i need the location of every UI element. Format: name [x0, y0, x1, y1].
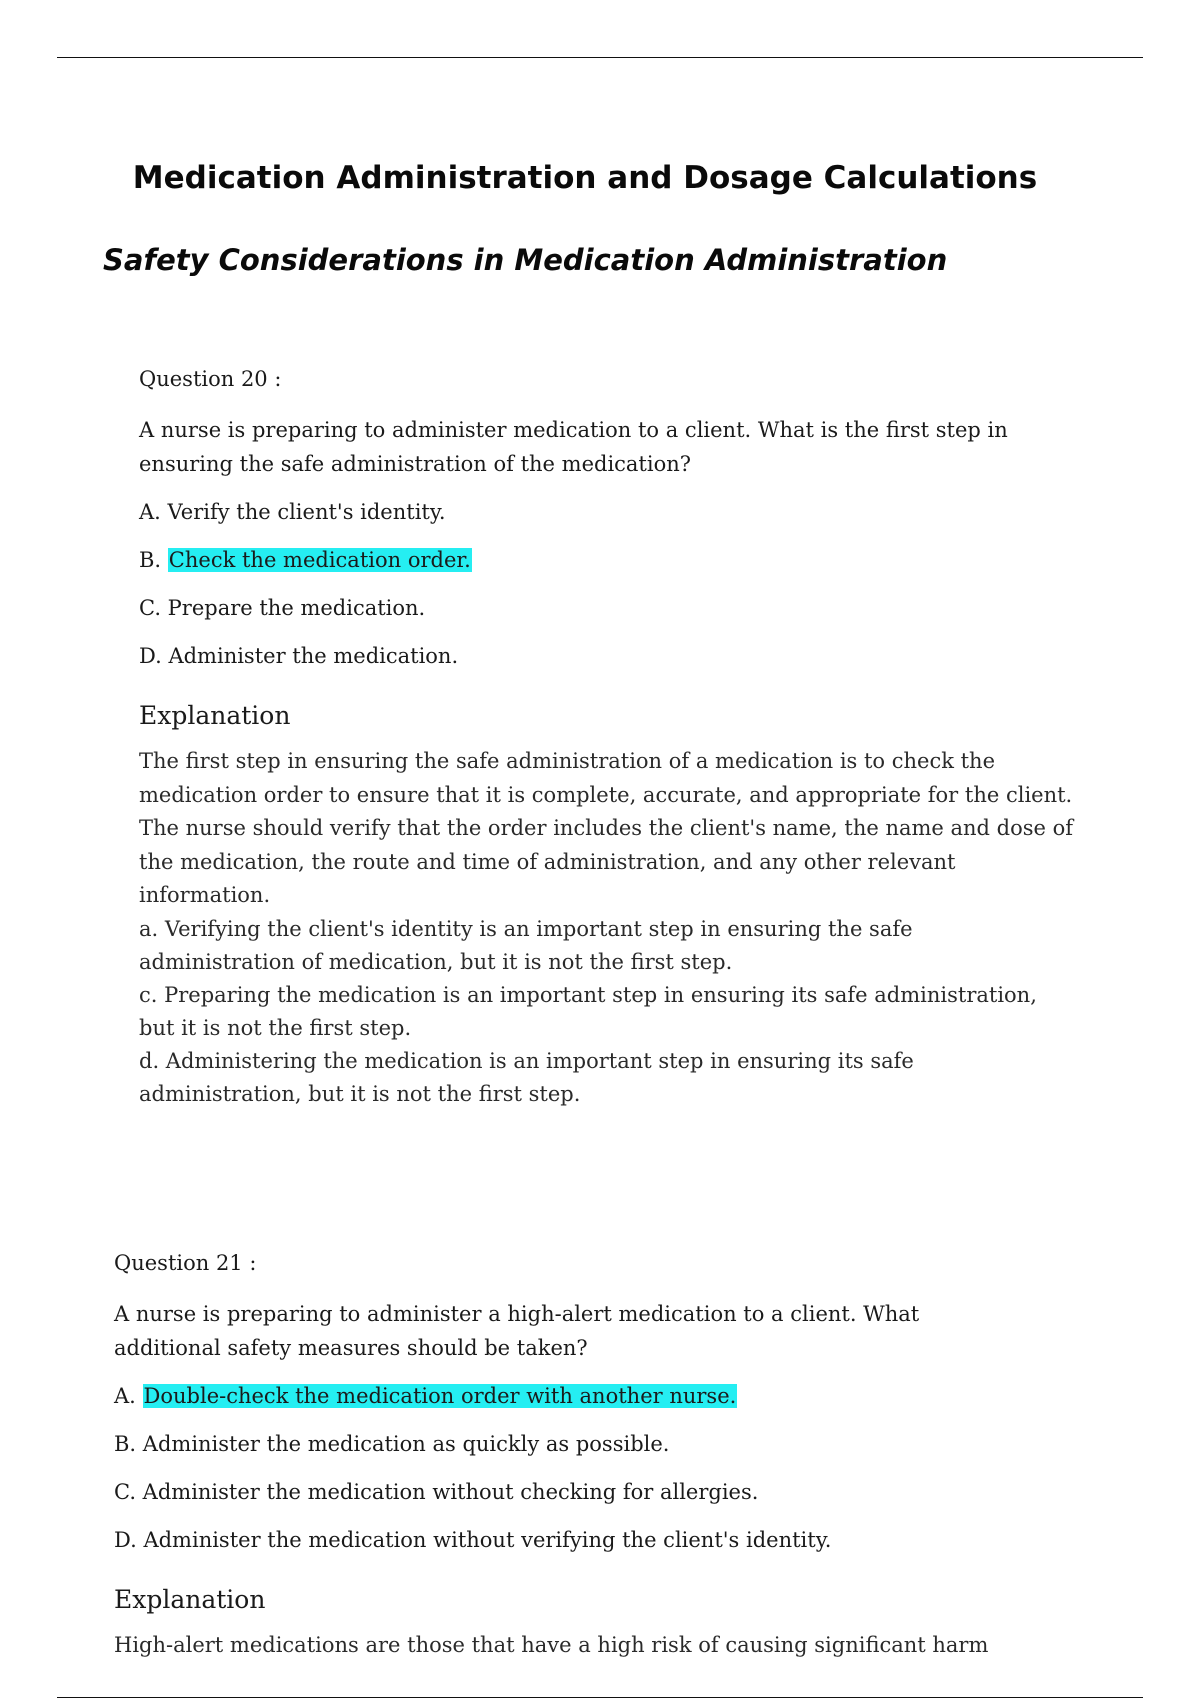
question-label: Question 21 : [114, 1251, 257, 1275]
option-letter: B. [114, 1432, 143, 1456]
option-text: Administer the medication without verifying the client's identity. [143, 1528, 832, 1552]
question-label: Question 20 : [139, 367, 282, 391]
option-letter: B. [139, 548, 168, 572]
explanation-heading: Explanation [139, 701, 291, 730]
option-b [114, 1427, 1054, 1461]
question-21 [114, 1246, 1054, 1663]
option-letter: C. [114, 1480, 143, 1504]
option-text: Prepare the medication. [167, 596, 426, 620]
explanation-item-a: a. Verifying the client's identity is an important step in ensuring the safe administration of medication, but it is not the first step. [139, 916, 913, 974]
explanation-text: High-alert medications are those that have a high risk of causing significant harm [114, 1633, 989, 1657]
bottom-rule [57, 1697, 1143, 1698]
option-a [139, 495, 1079, 529]
top-rule [57, 57, 1143, 58]
document-subtitle: Safety Considerations in Medication Administration [103, 243, 948, 277]
option-letter: A. [139, 500, 168, 524]
option-letter: A. [114, 1384, 143, 1408]
option-text: Administer the medication without checking for allergies. [142, 1480, 759, 1504]
option-c [139, 591, 1079, 625]
option-letter: C. [139, 596, 168, 620]
option-text-highlighted: Double-check the medication order with another nurse. [143, 1384, 737, 1408]
question-20 [139, 362, 1079, 1111]
option-b [139, 543, 1079, 577]
explanation-item-d: d. Administering the medication is an important step in ensuring its safe administration, but it is not the first step. [139, 1048, 914, 1106]
explanation-heading: Explanation [114, 1585, 266, 1614]
explanation-text: The first step in ensuring the safe administration of a medication is to check the medication order to ensure that it is complete, accurate, and appropriate for the client. The nurse should verify that the order includes the client's name, the name and dose of the medication, the route and time of administration, and any other relevant information. [139, 749, 1074, 908]
option-text: Verify the client's identity. [167, 500, 446, 524]
question-stem: A nurse is preparing to administer a high-alert medication to a client. What additional safety measures should be taken? [114, 1302, 920, 1360]
option-c [114, 1475, 1054, 1509]
option-text-highlighted: Check the medication order. [168, 548, 471, 572]
option-text: Administer the medication as quickly as possible. [142, 1432, 670, 1456]
document-title: Medication Administration and Dosage Calculations [132, 160, 1038, 196]
explanation-item-c: c. Preparing the medication is an important step in ensuring its safe administration, but it is not the first step. [139, 982, 1037, 1040]
option-a [114, 1379, 1054, 1413]
question-stem: A nurse is preparing to administer medication to a client. What is the first step in ensuring the safe administration of the medication? [139, 418, 1008, 476]
option-d [139, 639, 1079, 673]
option-text: Administer the medication. [168, 644, 459, 668]
option-letter: D. [114, 1528, 144, 1552]
option-letter: D. [139, 644, 169, 668]
option-d [114, 1523, 1054, 1557]
